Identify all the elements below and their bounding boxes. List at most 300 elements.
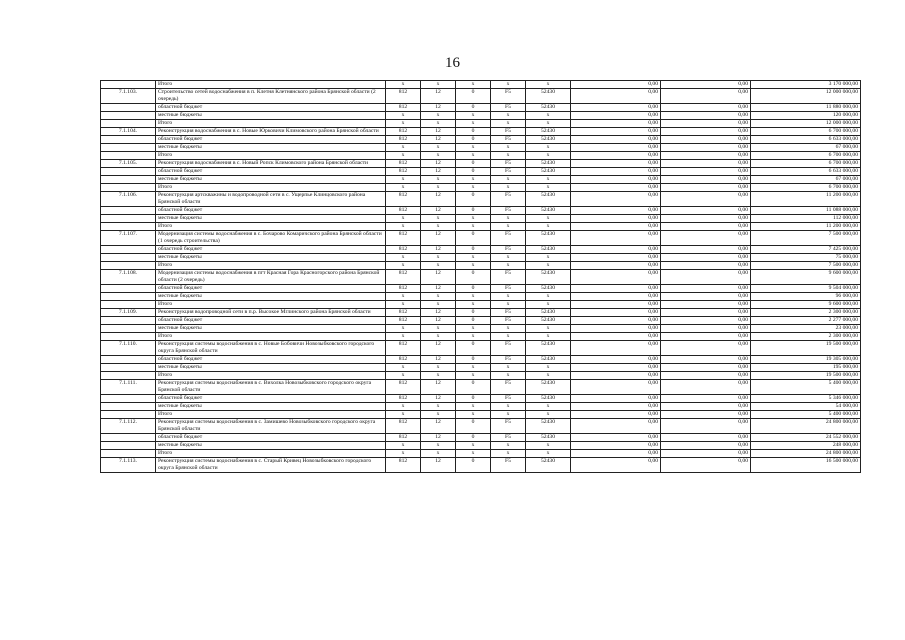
code-gr-cell: 812 — [386, 231, 421, 246]
item-name-cell: Модернизация системы водоснабжения в пгт Красная Гора Красногорского района Брянской области (2 очередь) — [156, 270, 386, 285]
code-rz-cell: x — [421, 450, 456, 458]
item-number-cell: 7.1.111. — [101, 380, 156, 395]
code-csr-cell: F5 — [491, 207, 526, 215]
code-gr-cell: 812 — [386, 309, 421, 317]
code-rz-cell: 12 — [421, 285, 456, 293]
code-csr-cell: x — [491, 254, 526, 262]
table-row — [101, 356, 861, 364]
table-row — [101, 104, 861, 112]
item-number-cell: 7.1.110. — [101, 341, 156, 356]
code-gr-cell: x — [386, 144, 421, 152]
code-gr-cell: 812 — [386, 380, 421, 395]
amount-year2-cell: 0,00 — [661, 246, 751, 254]
amount-year2-cell: 0,00 — [661, 395, 751, 403]
amount-year1-cell: 0,00 — [571, 434, 661, 442]
table-row — [101, 419, 861, 434]
table-row — [101, 262, 861, 270]
amount-year3-cell: 6 700 000,00 — [751, 152, 861, 160]
code-gr-cell: 812 — [386, 270, 421, 285]
item-name-cell: местные бюджеты — [156, 325, 386, 333]
item-number-cell — [101, 168, 156, 176]
amount-year1-cell: 0,00 — [571, 450, 661, 458]
amount-year2-cell: 0,00 — [661, 450, 751, 458]
item-number-cell — [101, 120, 156, 128]
code-pr-cell: 0 — [456, 309, 491, 317]
code-pr-cell: 0 — [456, 168, 491, 176]
amount-year2-cell: 0,00 — [661, 144, 751, 152]
code-pr-cell: 0 — [456, 231, 491, 246]
code-gr-cell: 812 — [386, 356, 421, 364]
code-vr-cell: 52430 — [526, 395, 571, 403]
amount-year3-cell: 96 000,00 — [751, 293, 861, 301]
amount-year1-cell: 0,00 — [571, 458, 661, 473]
amount-year1-cell: 0,00 — [571, 160, 661, 168]
amount-year1-cell: 0,00 — [571, 104, 661, 112]
code-vr-cell: 52430 — [526, 458, 571, 473]
item-name-cell: местные бюджеты — [156, 364, 386, 372]
code-pr-cell: x — [456, 403, 491, 411]
amount-year2-cell: 0,00 — [661, 293, 751, 301]
code-pr-cell: x — [456, 223, 491, 231]
amount-year1-cell: 0,00 — [571, 442, 661, 450]
code-pr-cell: x — [456, 372, 491, 380]
item-name-cell: Реконструкция водоснабжения в с. Новый Ропск Климовского района Брянской области — [156, 160, 386, 168]
code-vr-cell: 52430 — [526, 380, 571, 395]
amount-year1-cell: 0,00 — [571, 215, 661, 223]
code-pr-cell: 0 — [456, 419, 491, 434]
code-csr-cell: F5 — [491, 231, 526, 246]
code-csr-cell: F5 — [491, 380, 526, 395]
code-gr-cell: 812 — [386, 128, 421, 136]
amount-year2-cell: 0,00 — [661, 380, 751, 395]
code-csr-cell: x — [491, 293, 526, 301]
item-number-cell: 7.1.106. — [101, 192, 156, 207]
table-row — [101, 301, 861, 309]
amount-year3-cell: 9 504 000,00 — [751, 285, 861, 293]
table-row — [101, 184, 861, 192]
code-gr-cell: x — [386, 301, 421, 309]
code-gr-cell: 812 — [386, 419, 421, 434]
table-row — [101, 442, 861, 450]
code-gr-cell: 812 — [386, 136, 421, 144]
amount-year2-cell: 0,00 — [661, 411, 751, 419]
code-csr-cell: F5 — [491, 160, 526, 168]
item-number-cell — [101, 176, 156, 184]
code-csr-cell: x — [491, 372, 526, 380]
code-pr-cell: x — [456, 450, 491, 458]
code-vr-cell: x — [526, 442, 571, 450]
amount-year3-cell: 19 500 000,00 — [751, 341, 861, 356]
code-vr-cell: x — [526, 144, 571, 152]
code-csr-cell: x — [491, 403, 526, 411]
code-vr-cell: 52430 — [526, 317, 571, 325]
item-name-cell: областной бюджет — [156, 356, 386, 364]
code-rz-cell: 12 — [421, 419, 456, 434]
item-number-cell — [101, 262, 156, 270]
code-gr-cell: x — [386, 442, 421, 450]
code-vr-cell: x — [526, 364, 571, 372]
code-gr-cell: 812 — [386, 395, 421, 403]
code-gr-cell: 812 — [386, 434, 421, 442]
table-row — [101, 317, 861, 325]
budget-table — [100, 80, 861, 473]
item-number-cell: 7.1.113. — [101, 458, 156, 473]
table-row — [101, 285, 861, 293]
code-csr-cell: F5 — [491, 458, 526, 473]
amount-year3-cell: 54 000,00 — [751, 403, 861, 411]
code-gr-cell: 812 — [386, 317, 421, 325]
item-name-cell: Реконструкция системы водоснабжения в с. Старый Кривец Новозыбковского городского округа Брянской области — [156, 458, 386, 473]
item-name-cell: местные бюджеты — [156, 215, 386, 223]
amount-year2-cell: 0,00 — [661, 104, 751, 112]
item-name-cell: Итого — [156, 120, 386, 128]
table-row — [101, 231, 861, 246]
code-pr-cell: x — [456, 81, 491, 89]
code-vr-cell: 52430 — [526, 285, 571, 293]
code-pr-cell: x — [456, 411, 491, 419]
code-pr-cell: 0 — [456, 434, 491, 442]
table-row — [101, 176, 861, 184]
code-gr-cell: 812 — [386, 341, 421, 356]
item-name-cell: областной бюджет — [156, 168, 386, 176]
amount-year1-cell: 0,00 — [571, 419, 661, 434]
code-rz-cell: x — [421, 254, 456, 262]
item-name-cell: Итого — [156, 372, 386, 380]
code-gr-cell: 812 — [386, 458, 421, 473]
amount-year2-cell: 0,00 — [661, 262, 751, 270]
item-name-cell: областной бюджет — [156, 317, 386, 325]
code-csr-cell: x — [491, 144, 526, 152]
code-gr-cell: x — [386, 81, 421, 89]
table-row — [101, 136, 861, 144]
amount-year2-cell: 0,00 — [661, 112, 751, 120]
amount-year3-cell: 112 000,00 — [751, 215, 861, 223]
amount-year2-cell: 0,00 — [661, 192, 751, 207]
code-pr-cell: 0 — [456, 89, 491, 104]
item-name-cell: областной бюджет — [156, 434, 386, 442]
amount-year1-cell: 0,00 — [571, 285, 661, 293]
code-csr-cell: F5 — [491, 356, 526, 364]
code-csr-cell: x — [491, 120, 526, 128]
amount-year2-cell: 0,00 — [661, 317, 751, 325]
table-row — [101, 168, 861, 176]
amount-year2-cell: 0,00 — [661, 160, 751, 168]
table-row — [101, 434, 861, 442]
code-gr-cell: x — [386, 333, 421, 341]
code-csr-cell: F5 — [491, 434, 526, 442]
amount-year1-cell: 0,00 — [571, 246, 661, 254]
code-rz-cell: x — [421, 152, 456, 160]
item-number-cell — [101, 152, 156, 160]
amount-year1-cell: 0,00 — [571, 112, 661, 120]
code-vr-cell: 52430 — [526, 309, 571, 317]
amount-year3-cell: 24 800 000,00 — [751, 450, 861, 458]
code-pr-cell: x — [456, 176, 491, 184]
code-rz-cell: x — [421, 293, 456, 301]
item-name-cell: Модернизация системы водоснабжения в с. Бочарово Комаричского района Брянской области (1 очередь строительства) — [156, 231, 386, 246]
item-number-cell — [101, 207, 156, 215]
code-gr-cell: x — [386, 325, 421, 333]
code-csr-cell: F5 — [491, 136, 526, 144]
code-pr-cell: x — [456, 120, 491, 128]
amount-year3-cell: 19 500 000,00 — [751, 372, 861, 380]
code-csr-cell: F5 — [491, 317, 526, 325]
code-vr-cell: x — [526, 411, 571, 419]
amount-year2-cell: 0,00 — [661, 223, 751, 231]
code-csr-cell: F5 — [491, 192, 526, 207]
amount-year1-cell: 0,00 — [571, 231, 661, 246]
amount-year1-cell: 0,00 — [571, 168, 661, 176]
amount-year2-cell: 0,00 — [661, 403, 751, 411]
amount-year2-cell: 0,00 — [661, 254, 751, 262]
code-gr-cell: x — [386, 372, 421, 380]
item-name-cell: областной бюджет — [156, 285, 386, 293]
table-row — [101, 270, 861, 285]
item-number-cell — [101, 403, 156, 411]
amount-year1-cell: 0,00 — [571, 152, 661, 160]
table-row — [101, 411, 861, 419]
amount-year2-cell: 0,00 — [661, 207, 751, 215]
item-number-cell — [101, 223, 156, 231]
amount-year2-cell: 0,00 — [661, 136, 751, 144]
item-name-cell: Итого — [156, 301, 386, 309]
code-gr-cell: 812 — [386, 285, 421, 293]
table-row — [101, 152, 861, 160]
code-csr-cell: x — [491, 112, 526, 120]
code-rz-cell: 12 — [421, 270, 456, 285]
item-number-cell — [101, 434, 156, 442]
item-number-cell — [101, 325, 156, 333]
table-row — [101, 341, 861, 356]
amount-year3-cell: 5 346 000,00 — [751, 395, 861, 403]
amount-year1-cell: 0,00 — [571, 254, 661, 262]
code-pr-cell: 0 — [456, 128, 491, 136]
code-rz-cell: 12 — [421, 380, 456, 395]
amount-year2-cell: 0,00 — [661, 270, 751, 285]
amount-year2-cell: 0,00 — [661, 458, 751, 473]
amount-year1-cell: 0,00 — [571, 89, 661, 104]
amount-year3-cell: 11 880 000,00 — [751, 104, 861, 112]
code-gr-cell: 812 — [386, 168, 421, 176]
item-number-cell: 7.1.109. — [101, 309, 156, 317]
amount-year2-cell: 0,00 — [661, 184, 751, 192]
code-vr-cell: 52430 — [526, 246, 571, 254]
code-pr-cell: x — [456, 442, 491, 450]
code-csr-cell: x — [491, 411, 526, 419]
code-rz-cell: 12 — [421, 309, 456, 317]
item-number-cell — [101, 364, 156, 372]
amount-year1-cell: 0,00 — [571, 411, 661, 419]
code-gr-cell: x — [386, 293, 421, 301]
amount-year1-cell: 0,00 — [571, 81, 661, 89]
amount-year1-cell: 0,00 — [571, 341, 661, 356]
code-pr-cell: x — [456, 333, 491, 341]
code-vr-cell: x — [526, 184, 571, 192]
amount-year1-cell: 0,00 — [571, 333, 661, 341]
code-pr-cell: 0 — [456, 270, 491, 285]
amount-year3-cell: 24 552 000,00 — [751, 434, 861, 442]
amount-year1-cell: 0,00 — [571, 317, 661, 325]
item-number-cell — [101, 184, 156, 192]
item-name-cell: областной бюджет — [156, 207, 386, 215]
amount-year1-cell: 0,00 — [571, 144, 661, 152]
code-vr-cell: x — [526, 450, 571, 458]
amount-year3-cell: 5 400 000,00 — [751, 411, 861, 419]
item-number-cell — [101, 411, 156, 419]
code-vr-cell: 52430 — [526, 128, 571, 136]
code-gr-cell: x — [386, 112, 421, 120]
code-pr-cell: 0 — [456, 380, 491, 395]
code-rz-cell: 12 — [421, 89, 456, 104]
item-name-cell: местные бюджеты — [156, 442, 386, 450]
code-vr-cell: x — [526, 301, 571, 309]
item-number-cell: 7.1.103. — [101, 89, 156, 104]
code-pr-cell: 0 — [456, 104, 491, 112]
code-csr-cell: F5 — [491, 341, 526, 356]
amount-year2-cell: 0,00 — [661, 231, 751, 246]
table-row — [101, 372, 861, 380]
amount-year2-cell: 0,00 — [661, 364, 751, 372]
code-vr-cell: 52430 — [526, 207, 571, 215]
amount-year3-cell: 9 600 000,00 — [751, 270, 861, 285]
amount-year1-cell: 0,00 — [571, 403, 661, 411]
code-gr-cell: x — [386, 184, 421, 192]
code-vr-cell: x — [526, 215, 571, 223]
code-csr-cell: F5 — [491, 309, 526, 317]
code-csr-cell: F5 — [491, 128, 526, 136]
code-vr-cell: 52430 — [526, 192, 571, 207]
table-row — [101, 215, 861, 223]
amount-year1-cell: 0,00 — [571, 372, 661, 380]
amount-year2-cell: 0,00 — [661, 333, 751, 341]
code-pr-cell: 0 — [456, 207, 491, 215]
code-gr-cell: 812 — [386, 160, 421, 168]
amount-year1-cell: 0,00 — [571, 356, 661, 364]
code-pr-cell: 0 — [456, 285, 491, 293]
code-csr-cell: x — [491, 223, 526, 231]
code-vr-cell: x — [526, 112, 571, 120]
code-rz-cell: x — [421, 372, 456, 380]
code-gr-cell: 812 — [386, 192, 421, 207]
item-name-cell: Итого — [156, 411, 386, 419]
code-csr-cell: F5 — [491, 419, 526, 434]
item-name-cell: Реконструкция водоснабжения в с. Новые Юрковичи Климовского района Брянской области — [156, 128, 386, 136]
code-vr-cell: 52430 — [526, 136, 571, 144]
item-number-cell — [101, 301, 156, 309]
code-vr-cell: x — [526, 81, 571, 89]
code-rz-cell: 12 — [421, 160, 456, 168]
code-csr-cell: x — [491, 81, 526, 89]
code-pr-cell: 0 — [456, 192, 491, 207]
amount-year3-cell: 3 170 000,00 — [751, 81, 861, 89]
code-vr-cell: x — [526, 176, 571, 184]
code-pr-cell: x — [456, 325, 491, 333]
code-rz-cell: x — [421, 223, 456, 231]
code-csr-cell: x — [491, 301, 526, 309]
amount-year2-cell: 0,00 — [661, 168, 751, 176]
item-number-cell — [101, 81, 156, 89]
code-rz-cell: x — [421, 176, 456, 184]
item-name-cell: Итого — [156, 333, 386, 341]
amount-year1-cell: 0,00 — [571, 309, 661, 317]
amount-year3-cell: 7 500 000,00 — [751, 231, 861, 246]
amount-year2-cell: 0,00 — [661, 356, 751, 364]
code-vr-cell: 52430 — [526, 434, 571, 442]
code-pr-cell: x — [456, 364, 491, 372]
code-csr-cell: F5 — [491, 89, 526, 104]
code-gr-cell: x — [386, 176, 421, 184]
item-number-cell — [101, 395, 156, 403]
amount-year3-cell: 2 277 000,00 — [751, 317, 861, 325]
amount-year1-cell: 0,00 — [571, 270, 661, 285]
item-number-cell: 7.1.108. — [101, 270, 156, 285]
amount-year3-cell: 11 200 000,00 — [751, 223, 861, 231]
code-csr-cell: F5 — [491, 270, 526, 285]
amount-year1-cell: 0,00 — [571, 136, 661, 144]
code-pr-cell: x — [456, 215, 491, 223]
code-csr-cell: F5 — [491, 285, 526, 293]
code-gr-cell: 812 — [386, 207, 421, 215]
code-gr-cell: 812 — [386, 104, 421, 112]
code-gr-cell: x — [386, 364, 421, 372]
code-csr-cell: x — [491, 184, 526, 192]
amount-year3-cell: 11 200 000,00 — [751, 192, 861, 207]
item-number-cell — [101, 333, 156, 341]
code-vr-cell: 52430 — [526, 419, 571, 434]
code-vr-cell: x — [526, 262, 571, 270]
item-number-cell — [101, 442, 156, 450]
code-pr-cell: x — [456, 184, 491, 192]
code-rz-cell: x — [421, 215, 456, 223]
code-vr-cell: x — [526, 152, 571, 160]
table-row — [101, 380, 861, 395]
item-name-cell: местные бюджеты — [156, 144, 386, 152]
item-number-cell: 7.1.112. — [101, 419, 156, 434]
code-rz-cell: 12 — [421, 458, 456, 473]
code-vr-cell: 52430 — [526, 356, 571, 364]
amount-year3-cell: 12 000 000,00 — [751, 89, 861, 104]
code-pr-cell: x — [456, 254, 491, 262]
table-row — [101, 89, 861, 104]
table-row — [101, 112, 861, 120]
amount-year2-cell: 0,00 — [661, 120, 751, 128]
code-vr-cell: x — [526, 372, 571, 380]
code-rz-cell: 12 — [421, 231, 456, 246]
amount-year1-cell: 0,00 — [571, 223, 661, 231]
code-csr-cell: x — [491, 333, 526, 341]
table-row — [101, 207, 861, 215]
code-gr-cell: x — [386, 215, 421, 223]
code-rz-cell: x — [421, 184, 456, 192]
item-number-cell — [101, 112, 156, 120]
item-number-cell: 7.1.105. — [101, 160, 156, 168]
code-rz-cell: x — [421, 411, 456, 419]
amount-year1-cell: 0,00 — [571, 184, 661, 192]
code-rz-cell: 12 — [421, 395, 456, 403]
item-name-cell: Реконструкция водопроводной сети в п.р. Высокое Мглинского района Брянской области — [156, 309, 386, 317]
item-name-cell: Строительство сетей водоснабжения в п. Клетня Клетнянского района Брянской области (2 очередь) — [156, 89, 386, 104]
code-rz-cell: 12 — [421, 341, 456, 356]
code-gr-cell: x — [386, 403, 421, 411]
amount-year3-cell: 67 000,00 — [751, 144, 861, 152]
code-rz-cell: x — [421, 325, 456, 333]
code-gr-cell: x — [386, 223, 421, 231]
amount-year3-cell: 6 633 000,00 — [751, 168, 861, 176]
item-number-cell — [101, 246, 156, 254]
item-number-cell — [101, 450, 156, 458]
code-pr-cell: 0 — [456, 246, 491, 254]
code-pr-cell: 0 — [456, 356, 491, 364]
